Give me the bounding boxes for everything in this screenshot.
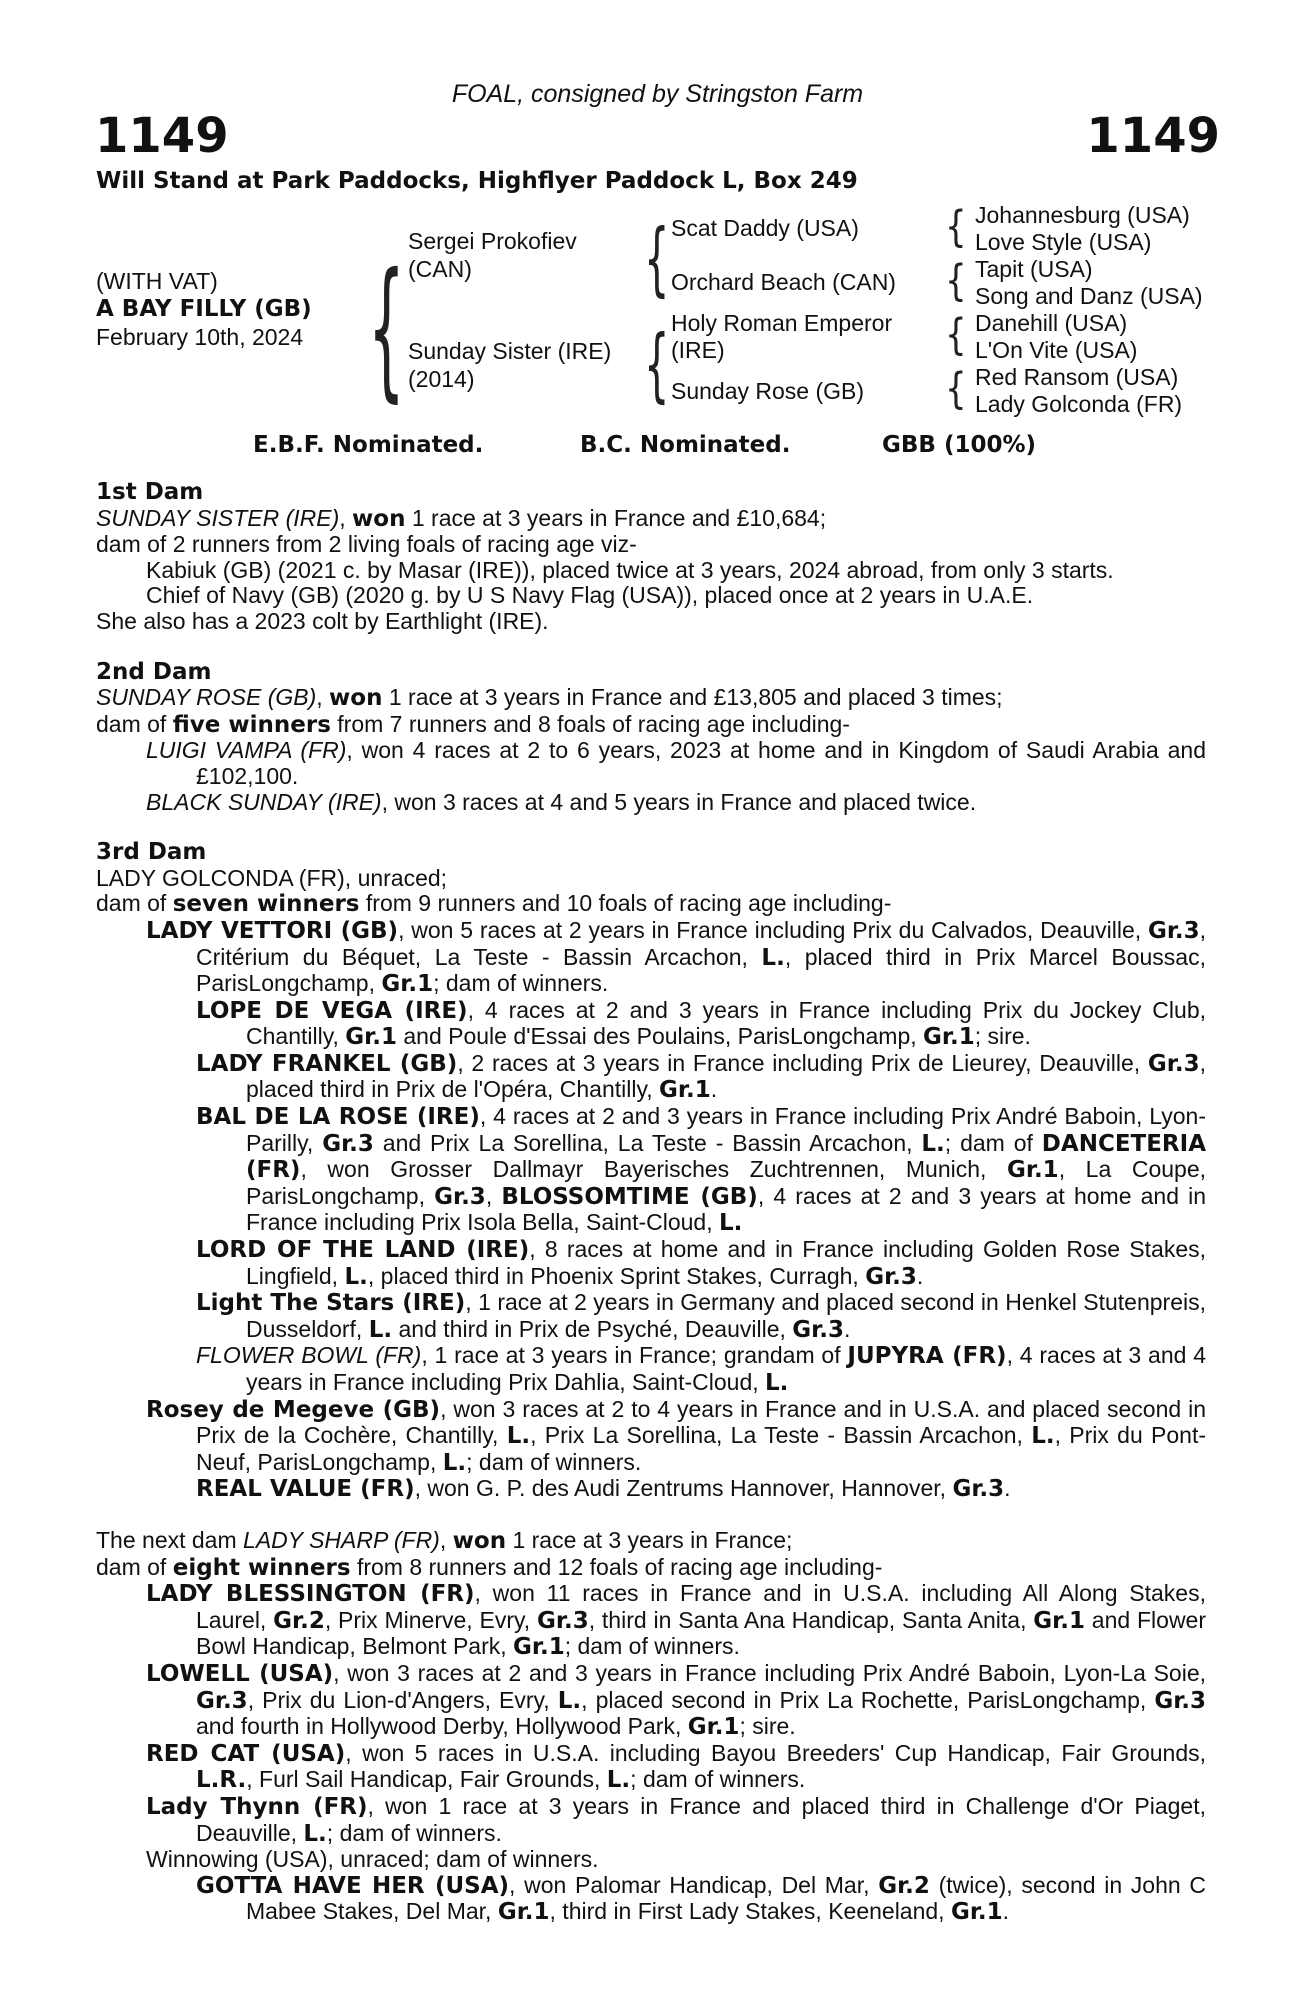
second-dam-text: SUNDAY ROSE (GB), won 1 race at 3 years in France and £13,805 and placed 3 times; dam of five winners from 7 runners and 8 foals of racing age including- bbox=[96, 684, 1003, 738]
brace-ggp-2: { bbox=[945, 256, 967, 306]
sire-sire: Scat Daddy (USA) bbox=[671, 215, 859, 241]
ggp-4: Song and Danz (USA) bbox=[975, 283, 1203, 309]
list-item: LADY FRANKEL (GB), 2 races at 3 years in France including Prix de Lieurey, Deauville, Gr.3, placed third in Prix de l'Opéra, Chantilly, Gr.1. bbox=[196, 1049, 1206, 1104]
consignor-line: FOAL, consigned by Stringston Farm bbox=[451, 80, 864, 108]
stand-location: Will Stand at Park Paddocks, Highflyer Paddock L, Box 249 bbox=[96, 168, 858, 194]
vat-label: (WITH VAT) bbox=[96, 268, 218, 294]
second-dam-heading: 2nd Dam bbox=[96, 658, 212, 685]
first-dam-note: She also has a 2023 colt by Earthlight (IRE). bbox=[96, 607, 549, 634]
third-dam-heading: 3rd Dam bbox=[96, 839, 207, 866]
brace-ggp-1: { bbox=[945, 202, 967, 252]
list-item: LUIGI VAMPA (FR), won 4 races at 2 to 6 years, 2023 at home and in Kingdom of Saudi Arabia and £102,100. bbox=[146, 737, 1207, 789]
dam-dam: Sunday Rose (GB) bbox=[671, 378, 865, 404]
next-dam-text: The next dam LADY SHARP (FR), won 1 race at 3 years in France; dam of eight winners from 8 runners and 12 foals of racing age including- bbox=[96, 1526, 883, 1581]
first-dam-text: SUNDAY SISTER (IRE), won 1 race at 3 years in France and £10,684; dam of 2 runners from 2 living foals of racing age viz- bbox=[96, 504, 827, 558]
bc-nomination: B.C. Nominated. bbox=[580, 432, 791, 458]
brace-sire: { bbox=[644, 214, 670, 306]
list-item: FLOWER BOWL (FR), 1 race at 3 years in France; grandam of JUPYRA (FR), 4 races at 3 and 4 years in France including Prix Dahlia, Saint-Cloud, L. bbox=[196, 1342, 1207, 1396]
foaling-date: February 10th, 2024 bbox=[96, 324, 304, 350]
ggp-8: Lady Golconda (FR) bbox=[975, 391, 1183, 417]
dam-sire-origin: (IRE) bbox=[671, 337, 725, 363]
list-item: LOPE DE VEGA (IRE), 4 races at 2 and 3 years in France including Prix du Jockey Club, Chantilly, Gr.1 and Poule d'Essai des Poulains, ParisLongchamp, Gr.1; sire. bbox=[196, 996, 1206, 1051]
list-item: BLACK SUNDAY (IRE), won 3 races at 4 and 5 years in France and placed twice. bbox=[146, 788, 977, 815]
dam-name: Sunday Sister (IRE) bbox=[408, 338, 612, 364]
dam-year: (2014) bbox=[408, 366, 475, 392]
sire-dam: Orchard Beach (CAN) bbox=[671, 269, 896, 295]
list-item: LOWELL (USA), won 3 races at 2 and 3 years in France including Prix André Baboin, Lyon-La Soie, Gr.3, Prix du Lion-d'Angers, Evry, L., placed second in Prix La Rochette, ParisLongchamp, Gr.3 and fourth in Hollywood Derby, Hollywood Park, Gr.1; sire. bbox=[146, 1659, 1207, 1741]
list-item: Lady Thynn (FR), won 1 race at 3 years in France and placed third in Challenge d'Or Piaget, Deauville, L.; dam of winners. bbox=[146, 1792, 1206, 1847]
list-item: LADY VETTORI (GB), won 5 races at 2 years in France including Prix du Calvados, Deauville, Gr.3, Critérium du Béquet, La Teste - Bassin Arcachon, L., placed third in Prix Marcel Boussac, ParisLongchamp, Gr.1; dam of winners. bbox=[146, 916, 1207, 998]
ebf-nomination: E.B.F. Nominated. bbox=[253, 432, 484, 458]
list-item: Winnowing (USA), unraced; dam of winners. bbox=[146, 1846, 599, 1873]
lot-number-right: 1149 bbox=[1086, 108, 1220, 164]
list-item: LADY BLESSINGTON (FR), won 11 races in France and in U.S.A. including All Along Stakes, Laurel, Gr.2, Prix Minerve, Evry, Gr.3, third in Santa Ana Handicap, Santa Anita, Gr.1 and Flower Bowl Handicap, Belmont Park, Gr.1; dam of winners. bbox=[146, 1580, 1207, 1661]
dam-sire: Holy Roman Emperor bbox=[671, 310, 893, 336]
ggp-6: L'On Vite (USA) bbox=[975, 337, 1138, 363]
brace-main: { bbox=[368, 240, 405, 417]
catalogue-body bbox=[96, 480, 1206, 1926]
list-item: LORD OF THE LAND (IRE), 8 races at home and in France including Golden Rose Stakes, Lingfield, L., placed third in Phoenix Sprint Stakes, Curragh, Gr.3. bbox=[196, 1236, 1206, 1290]
list-item: Kabiuk (GB) (2021 c. by Masar (IRE)), placed twice at 3 years, 2024 abroad, from only 3 starts. bbox=[146, 556, 1114, 583]
list-item: Light The Stars (IRE), 1 race at 2 years in Germany and placed second in Henkel Stutenpreis, Dusseldorf, L. and third in Prix de Psyché, Deauville, Gr.3. bbox=[196, 1289, 1206, 1343]
list-item: BAL DE LA ROSE (IRE), 4 races at 2 and 3 years in France including Prix André Baboin, Lyon-Parilly, Gr.3 and Prix La Sorellina, La Teste - Bassin Arcachon, L.; dam of DANCETERIA (FR), won Grosser Dallmayr Bayerisches Zuchtrennen, Munich, Gr.1, La Coupe, ParisLongchamp, Gr.3, BLOSSOMTIME (GB), 4 races at 2 and 3 years at home and in France including Prix Isola Bella, Saint-Cloud, L. bbox=[196, 1103, 1207, 1237]
ggp-7: Red Ransom (USA) bbox=[975, 364, 1179, 390]
sire-origin: (CAN) bbox=[408, 256, 472, 282]
brace-ggp-4: { bbox=[945, 364, 967, 414]
horse-name: A BAY FILLY (GB) bbox=[96, 296, 312, 322]
ggp-2: Love Style (USA) bbox=[975, 229, 1152, 255]
brace-dam: { bbox=[644, 320, 670, 412]
list-item: Rosey de Megeve (GB), won 3 races at 2 to 4 years in France and in U.S.A. and placed second in Prix de la Cochère, Chantilly, L., Prix La Sorellina, La Teste - Bassin Arcachon, L., Prix du Pont-Neuf, ParisLongchamp, L.; dam of winners. bbox=[146, 1395, 1206, 1476]
list-item: RED CAT (USA), won 5 races in U.S.A. including Bayou Breeders' Cup Handicap, Fair Grounds, L.R., Furl Sail Handicap, Fair Grounds, L.; dam of winners. bbox=[146, 1739, 1206, 1794]
ggp-3: Tapit (USA) bbox=[975, 256, 1093, 282]
first-dam-heading: 1st Dam bbox=[96, 479, 204, 505]
brace-ggp-3: { bbox=[945, 310, 967, 360]
gbb-nomination: GBB (100%) bbox=[882, 432, 1037, 458]
lot-number-left: 1149 bbox=[95, 108, 229, 164]
ggp-1: Johannesburg (USA) bbox=[975, 202, 1190, 228]
list-item: REAL VALUE (FR), won G. P. des Audi Zentrums Hannover, Hannover, Gr.3. bbox=[196, 1475, 1011, 1503]
third-dam-text: LADY GOLCONDA (FR), unraced; dam of seven winners from 9 runners and 10 foals of racing age including- bbox=[96, 864, 892, 918]
list-item: Chief of Navy (GB) (2020 g. by U S Navy Flag (USA)), placed once at 2 years in U.A.E. bbox=[146, 582, 1034, 609]
list-item: GOTTA HAVE HER (USA), won Palomar Handicap, Del Mar, Gr.2 (twice), second in John C Mabee Stakes, Del Mar, Gr.1, third in First Lady Stakes, Keeneland, Gr.1. bbox=[196, 1871, 1206, 1926]
ggp-5: Danehill (USA) bbox=[975, 310, 1128, 336]
sire-name: Sergei Prokofiev bbox=[408, 228, 577, 254]
